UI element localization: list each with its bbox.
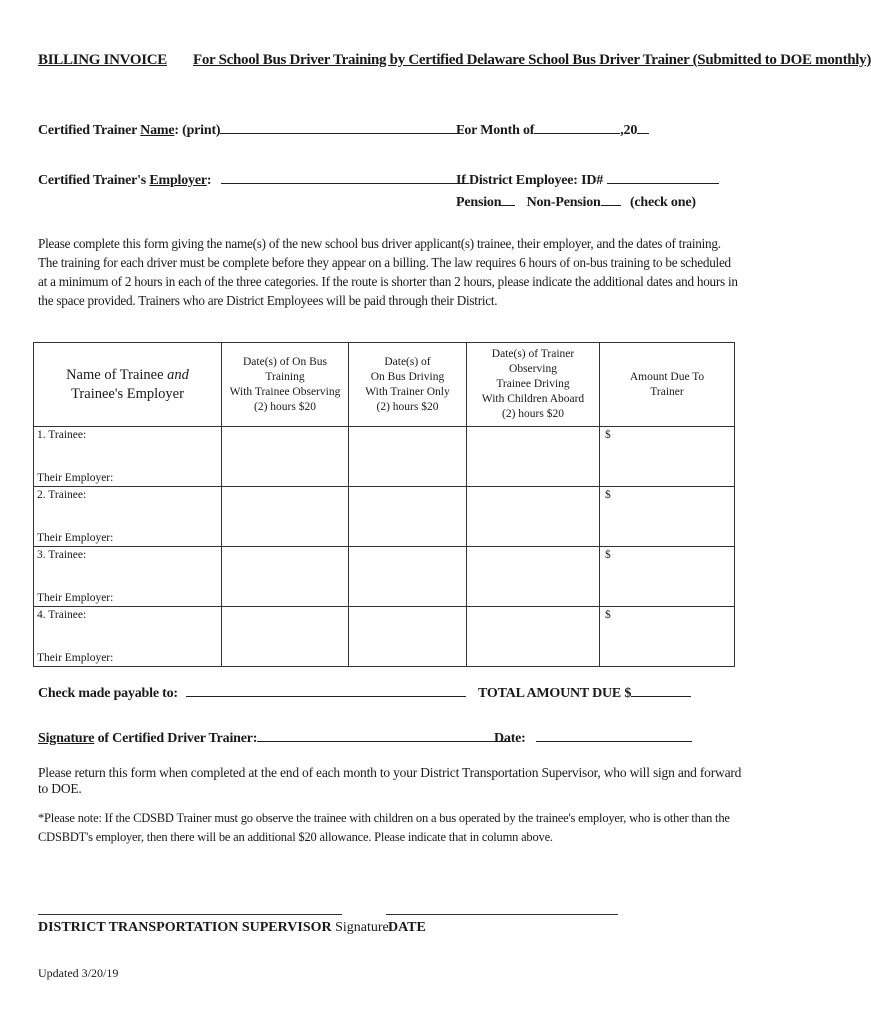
pension-checkbox[interactable]: [501, 192, 515, 206]
non-pension-label: Non-Pension: [526, 195, 601, 210]
employer-label: Their Employer:: [37, 472, 114, 484]
header-col2-line1: Date(s) of On Bus Training: [243, 355, 327, 383]
return-note: Please return this form when completed at the end of each month to your District Transportation Supervisor, who will sign and forward to DOE.: [38, 765, 742, 796]
form-subtitle: For School Bus Driver Training by Certified Delaware School Bus Driver Trainer (Submitted to DOE monthly): [192, 52, 871, 68]
trainer-name-label-suffix: : (print): [174, 123, 221, 138]
trainee-cell[interactable]: [34, 547, 222, 607]
header-on-bus-training: [222, 343, 349, 427]
trainee-cell[interactable]: [34, 607, 222, 667]
check-payable-field[interactable]: [186, 683, 466, 697]
employer-label-suffix: :: [206, 173, 212, 188]
year-label: ,20: [620, 123, 638, 138]
table-row: [34, 427, 735, 487]
trainer-date-row: [494, 728, 692, 747]
on-bus-driving-cell[interactable]: [349, 427, 467, 487]
header-col4-line4: (2) hours $20: [502, 408, 564, 420]
updated-date: Updated 3/20/19: [38, 966, 119, 980]
header-col3-line1: Date(s) of: [384, 355, 431, 368]
footnote: *Please note: If the CDSBD Trainer must go observe the trainee with children on a bus operated by the trainee's employer, who is other than the CDSBDT's employer, then there will be an additional $20 allowance. Please indicate that in column above.: [38, 811, 730, 844]
employer-label: Their Employer:: [37, 532, 114, 544]
check-one-note: (check one): [629, 195, 696, 210]
on-bus-training-cell[interactable]: [222, 547, 349, 607]
amount-cell[interactable]: [600, 607, 735, 667]
trainee-label: 2. Trainee:: [37, 489, 87, 501]
on-bus-driving-cell[interactable]: [349, 547, 467, 607]
header-col2-line2: With Trainee Observing: [229, 385, 341, 398]
header-name-line2: Trainee's Employer: [71, 385, 184, 402]
trainee-label: 4. Trainee:: [37, 609, 87, 621]
form-header: [38, 52, 871, 69]
supervisor-signature-label: [38, 920, 389, 936]
header-col3-line3: With Trainer Only: [365, 385, 450, 398]
header-col4-line1: Date(s) of Trainer Observing: [491, 348, 575, 375]
signature-label-suffix: of Certified Driver Trainer:: [94, 731, 258, 746]
trainer-observing-cell[interactable]: [467, 487, 600, 547]
amount-cell[interactable]: [600, 487, 735, 547]
trainee-cell[interactable]: [34, 487, 222, 547]
amount-symbol: $: [605, 429, 611, 441]
year-field[interactable]: [637, 120, 649, 134]
district-id-field[interactable]: [607, 170, 719, 184]
pension-row: [456, 192, 696, 211]
trainer-date-label: Date:: [494, 731, 526, 746]
check-payable-row: [38, 683, 466, 702]
trainer-observing-cell[interactable]: [467, 427, 600, 487]
header-trainer-observing: [467, 343, 600, 427]
employer-row: [38, 170, 469, 189]
on-bus-training-cell[interactable]: [222, 427, 349, 487]
header-col3-line2: On Bus Driving: [370, 370, 445, 383]
district-id-label: If District Employee: ID#: [456, 173, 604, 188]
check-payable-label: Check made payable to:: [38, 686, 178, 701]
non-pension-checkbox[interactable]: [601, 192, 621, 206]
supervisor-signature-line[interactable]: [38, 914, 342, 915]
header-col5-line1: Amount Due To: [629, 370, 705, 383]
header-col4-line2: Trainee Driving: [496, 378, 570, 390]
table-header-row: [34, 343, 735, 427]
signature-label-underlined: Signature: [38, 731, 95, 746]
employer-label-prefix: Certified Trainer's: [38, 173, 150, 188]
district-row: [456, 170, 719, 189]
trainer-name-field[interactable]: [220, 120, 464, 134]
on-bus-training-cell[interactable]: [222, 487, 349, 547]
employer-label: Their Employer:: [37, 592, 114, 604]
employer-label: Their Employer:: [37, 652, 114, 664]
header-amount-due: [600, 343, 735, 427]
trainer-name-label-prefix: Certified Trainer: [38, 123, 141, 138]
amount-symbol: $: [605, 489, 611, 501]
table-row: [34, 487, 735, 547]
trainee-cell[interactable]: [34, 427, 222, 487]
header-name-line1: Name of Trainee: [66, 366, 168, 383]
trainer-signature-row: [38, 728, 511, 747]
training-table: [33, 342, 735, 667]
amount-cell[interactable]: [600, 427, 735, 487]
header-name-of-trainee: [34, 343, 222, 427]
supervisor-label-rest: Signature: [331, 920, 389, 935]
trainer-observing-cell[interactable]: [467, 547, 600, 607]
total-due-row: [478, 683, 691, 702]
trainee-label: 1. Trainee:: [37, 429, 87, 441]
on-bus-driving-cell[interactable]: [349, 487, 467, 547]
supervisor-date-line[interactable]: [386, 914, 618, 915]
form-title: BILLING INVOICE: [38, 52, 167, 68]
header-name-and: and: [167, 366, 189, 383]
amount-symbol: $: [605, 549, 611, 561]
table-row: [34, 547, 735, 607]
total-due-label: TOTAL AMOUNT DUE $: [478, 686, 632, 701]
trainer-name-label-underlined: Name: [140, 123, 175, 138]
instructions-paragraph: Please complete this form giving the name(s) of the new school bus driver applicant(s) trainee, their employer, and the dates of training. The training for each driver must be complete before they appear on a billing. The law requires 6 hours of on-bus training to be scheduled at a minimum of 2 hours in each of the three categories. If the route is shorter than 2 hours, please indicate the additional dates and hours in the space provided. Trainers who are District Employees will be paid through their District.: [38, 236, 738, 308]
employer-label-underlined: Employer: [149, 173, 207, 188]
month-row: [456, 120, 649, 139]
header-col5-line2: Trainer: [650, 385, 684, 398]
employer-field[interactable]: [221, 170, 469, 184]
trainer-signature-field[interactable]: [257, 728, 511, 742]
pension-label: Pension: [456, 195, 502, 210]
trainer-date-field[interactable]: [536, 728, 692, 742]
header-col3-line4: (2) hours $20: [376, 400, 439, 413]
header-col4-line3: With Children Aboard: [481, 393, 585, 405]
month-label: For Month of: [456, 123, 535, 138]
table-row: [34, 607, 735, 667]
amount-symbol: $: [605, 609, 611, 621]
amount-cell[interactable]: [600, 547, 735, 607]
month-field[interactable]: [534, 120, 620, 134]
trainer-observing-cell[interactable]: [467, 607, 600, 667]
supervisor-date-label: DATE: [388, 920, 426, 935]
on-bus-training-cell[interactable]: [222, 607, 349, 667]
on-bus-driving-cell[interactable]: [349, 607, 467, 667]
trainer-name-row: [38, 120, 464, 139]
header-on-bus-driving: [349, 343, 467, 427]
total-due-field[interactable]: [631, 683, 691, 697]
header-col2-line3: (2) hours $20: [254, 400, 316, 413]
supervisor-label-bold: DISTRICT TRANSPORTATION SUPERVISOR: [38, 920, 332, 935]
trainee-label: 3. Trainee:: [37, 549, 87, 561]
